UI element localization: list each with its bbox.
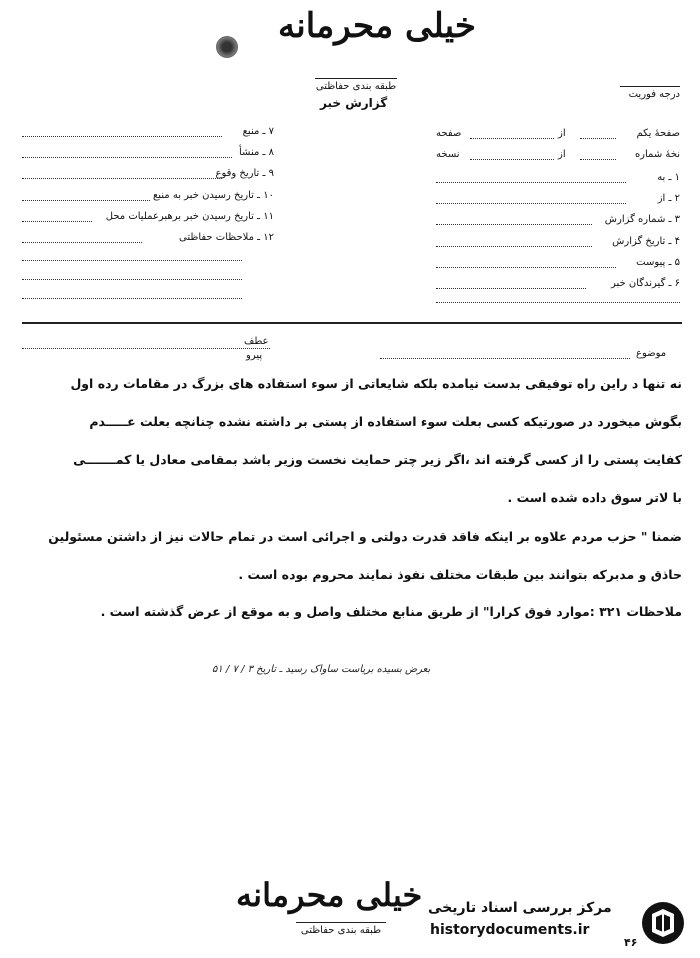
field-line xyxy=(22,221,92,222)
field-copy-number: نخهٔ شماره xyxy=(634,149,680,160)
classification-label: طبقه بندی حفاظتی xyxy=(315,78,397,92)
field-line xyxy=(436,203,626,204)
field-line xyxy=(22,200,150,201)
field-line xyxy=(22,260,242,261)
field-security-notes: ۱۲ ـ ملاحظات حفاظتی xyxy=(179,232,274,243)
field-attachment: ۵ ـ پیوست xyxy=(636,257,680,268)
field-line xyxy=(436,288,586,289)
field-to: ۱ ـ به xyxy=(657,172,680,183)
follow-up-label: پیرو xyxy=(246,350,263,361)
seal-stamp-icon xyxy=(216,36,238,58)
priority-label: درجه فوریت xyxy=(620,86,680,100)
footer-title: خیلی محرمانه xyxy=(236,876,423,914)
field-line xyxy=(22,279,242,280)
field-recipients: ۶ ـ گیرندگان خبر xyxy=(610,278,680,289)
reference-label: عطف xyxy=(244,336,269,347)
body-line: بگوش میخورد در صورتیکه کسی بعلت سوء استفاده از پستی بر داشته نشده چنانچه بعلت عـــــدم xyxy=(89,414,682,429)
field-line xyxy=(22,348,270,349)
field-line xyxy=(580,159,616,160)
field-page-unit: صفحه xyxy=(436,128,462,139)
field-event-date: ۹ ـ تاریخ وقوع xyxy=(215,168,274,179)
handwritten-note: بعرض بسیده بریاست ساواک رسید ـ تاریخ ۳ / ۷ / ۵۱ xyxy=(212,664,431,675)
field-report-number: ۳ ـ شماره گزارش xyxy=(604,214,680,225)
document-title: خیلی محرمانه xyxy=(278,6,476,46)
field-news-to-source-date: ۱۰ ـ تاریخ رسیدن خبر به منبع xyxy=(152,190,274,201)
footer-classification-label: طبقه بندی حفاظتی xyxy=(296,922,386,936)
field-copy-of: از xyxy=(558,149,566,160)
field-line xyxy=(436,224,592,225)
body-line: نه تنها د راین راه توفیقی بدست نیامده بلکه شایعاتی از سوء استفاده های بزرگ در مقامات رده اول xyxy=(70,376,682,391)
report-title: گزارش خبر xyxy=(320,96,388,110)
field-line xyxy=(22,178,222,179)
field-line xyxy=(436,246,592,247)
field-line xyxy=(436,302,680,303)
field-line xyxy=(470,159,554,160)
field-line xyxy=(436,267,616,268)
field-page-one: صفحهٔ یکم xyxy=(636,128,680,139)
field-line xyxy=(22,157,232,158)
body-line: حاذق و مدبرکه بتوانند بین طبقات مختلف نفوذ نمایند محروم بوده است . xyxy=(238,567,682,582)
field-origin: ۸ ـ منشأ xyxy=(238,147,274,158)
body-line: ملاحظات ۳۲۱ :موارد فوق کرارا" از طریق منابع مختلف واصل و به موقع از عرض گذشته است . xyxy=(100,604,682,619)
field-line xyxy=(380,358,630,359)
field-line xyxy=(22,136,222,137)
archive-center-name: مرکز بررسی اسناد تاریخی xyxy=(428,900,612,916)
field-line xyxy=(470,138,554,139)
field-line xyxy=(22,242,142,243)
field-report-date: ۴ ـ تاریخ گزارش xyxy=(612,236,680,247)
archive-logo-icon xyxy=(640,900,686,946)
field-page-of: از xyxy=(558,128,566,139)
field-news-to-operator-date: ۱۱ ـ تاریخ رسیدن خبر برهبرعملیات محل xyxy=(105,211,274,222)
page-number: ۴۶ xyxy=(624,936,638,949)
field-line xyxy=(436,182,626,183)
field-source: ۷ ـ منبع xyxy=(242,126,274,137)
body-line: با لاتر سوق داده شده است . xyxy=(507,490,682,505)
body-line: کفایت پستی را از کسی گرفته اند ،اگر زیر چتر حمایت نخست وزیر باشد بمقامی معادل یا کمـــــــی xyxy=(73,452,682,467)
field-copy-unit: نسخه xyxy=(436,149,460,160)
field-from: ۲ ـ از xyxy=(657,193,680,204)
subject-label: موضوع xyxy=(636,348,667,359)
archive-website: historydocuments.ir xyxy=(430,922,590,938)
section-divider xyxy=(22,322,682,324)
body-line: ضمنا " حزب مردم علاوه بر اینکه فاقد قدرت دولتی و اجرائی است در تمام حالات نیز از داشتن مسئولین xyxy=(48,529,682,544)
field-line xyxy=(22,298,242,299)
field-line xyxy=(580,138,616,139)
